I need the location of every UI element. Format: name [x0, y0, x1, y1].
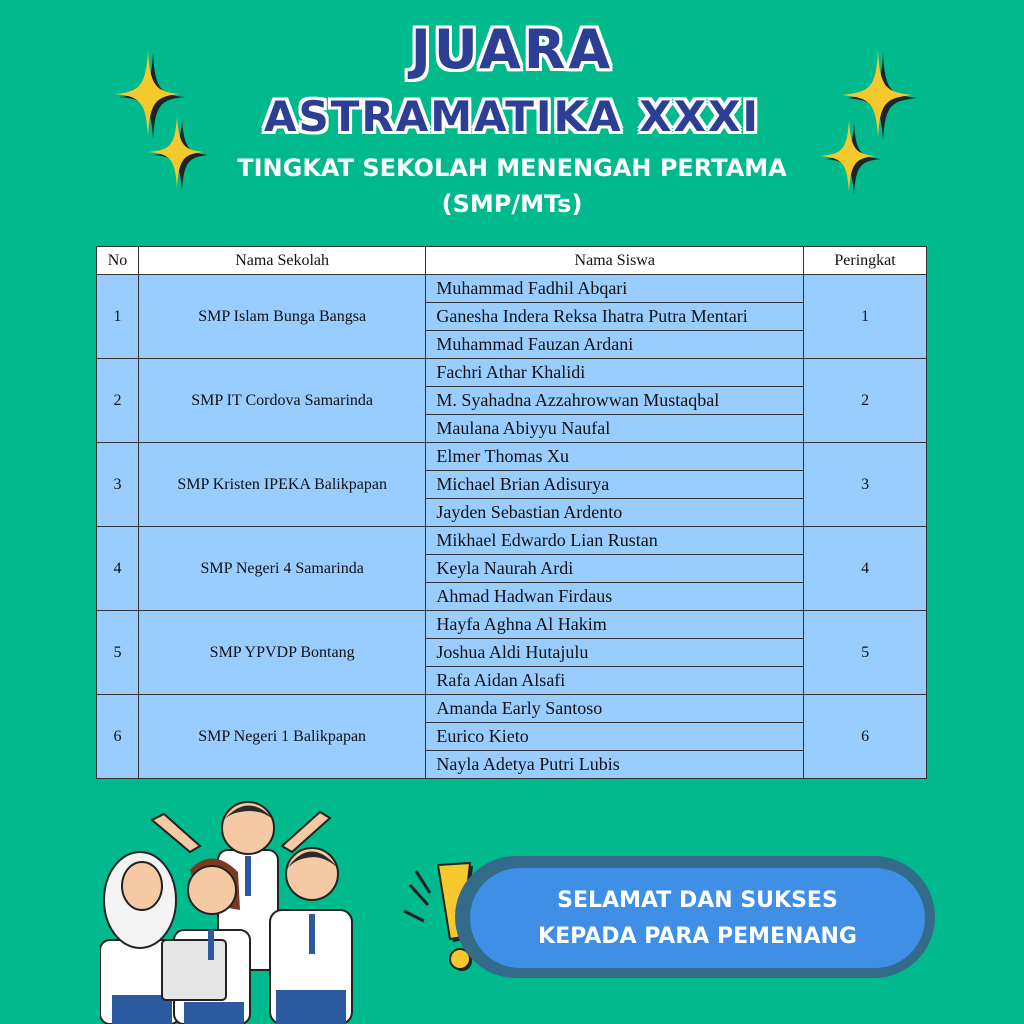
event-name: ASTRAMATIKA XXXI — [263, 92, 760, 141]
student-name: Ganesha Indera Reksa Ihatra Putra Mentari — [426, 303, 804, 331]
student-name: Fachri Athar Khalidi — [426, 359, 804, 387]
rank: 4 — [804, 527, 927, 611]
rank: 3 — [804, 443, 927, 527]
level-heading: TINGKAT SEKOLAH MENENGAH PERTAMA — [237, 154, 787, 182]
student-name: Jayden Sebastian Ardento — [426, 499, 804, 527]
column-header-rank: Peringkat — [804, 247, 927, 275]
table-row — [97, 275, 927, 303]
school-name: SMP IT Cordova Samarinda — [138, 359, 425, 443]
congrats-line-1: SELAMAT DAN SUKSES — [557, 888, 838, 913]
student-name: Maulana Abiyyu Naufal — [426, 415, 804, 443]
student-name: Michael Brian Adisurya — [426, 471, 804, 499]
student-name: Muhammad Fadhil Abqari — [426, 275, 804, 303]
student-name: M. Syahadna Azzahrowwan Mustaqbal — [426, 387, 804, 415]
student-name: Hayfa Aghna Al Hakim — [426, 611, 804, 639]
school-name: SMP Islam Bunga Bangsa — [138, 275, 425, 359]
school-name: SMP Negeri 1 Balikpapan — [138, 695, 425, 779]
level-short: (SMP/MTs) — [441, 190, 583, 218]
student-name: Joshua Aldi Hutajulu — [426, 639, 804, 667]
table-row — [97, 359, 927, 387]
page-title: JUARA — [410, 18, 614, 81]
row-number: 2 — [97, 359, 139, 443]
table-row — [97, 695, 927, 723]
row-number: 5 — [97, 611, 139, 695]
row-number: 1 — [97, 275, 139, 359]
table-row — [97, 443, 927, 471]
student-name: Mikhael Edwardo Lian Rustan — [426, 527, 804, 555]
row-number: 4 — [97, 527, 139, 611]
row-number: 6 — [97, 695, 139, 779]
student-name: Rafa Aidan Alsafi — [426, 667, 804, 695]
winners-table — [96, 246, 927, 779]
student-name: Ahmad Hadwan Firdaus — [426, 583, 804, 611]
rank: 2 — [804, 359, 927, 443]
rank: 5 — [804, 611, 927, 695]
row-number: 3 — [97, 443, 139, 527]
table-row — [97, 527, 927, 555]
rank: 1 — [804, 275, 927, 359]
table-row — [97, 611, 927, 639]
students-illustration — [100, 790, 390, 1024]
student-name: Muhammad Fauzan Ardani — [426, 331, 804, 359]
table-header-row — [97, 247, 927, 275]
congrats-text — [470, 883, 925, 955]
rank: 6 — [804, 695, 927, 779]
school-name: SMP Kristen IPEKA Balikpapan — [138, 443, 425, 527]
school-name: SMP Negeri 4 Samarinda — [138, 527, 425, 611]
student-name: Amanda Early Santoso — [426, 695, 804, 723]
column-header-no: No — [97, 247, 139, 275]
column-header-school: Nama Sekolah — [138, 247, 425, 275]
school-name: SMP YPVDP Bontang — [138, 611, 425, 695]
congrats-line-2: KEPADA PARA PEMENANG — [538, 924, 857, 949]
column-header-student: Nama Siswa — [426, 247, 804, 275]
student-name: Keyla Naurah Ardi — [426, 555, 804, 583]
student-name: Elmer Thomas Xu — [426, 443, 804, 471]
student-name: Eurico Kieto — [426, 723, 804, 751]
student-name: Nayla Adetya Putri Lubis — [426, 751, 804, 779]
